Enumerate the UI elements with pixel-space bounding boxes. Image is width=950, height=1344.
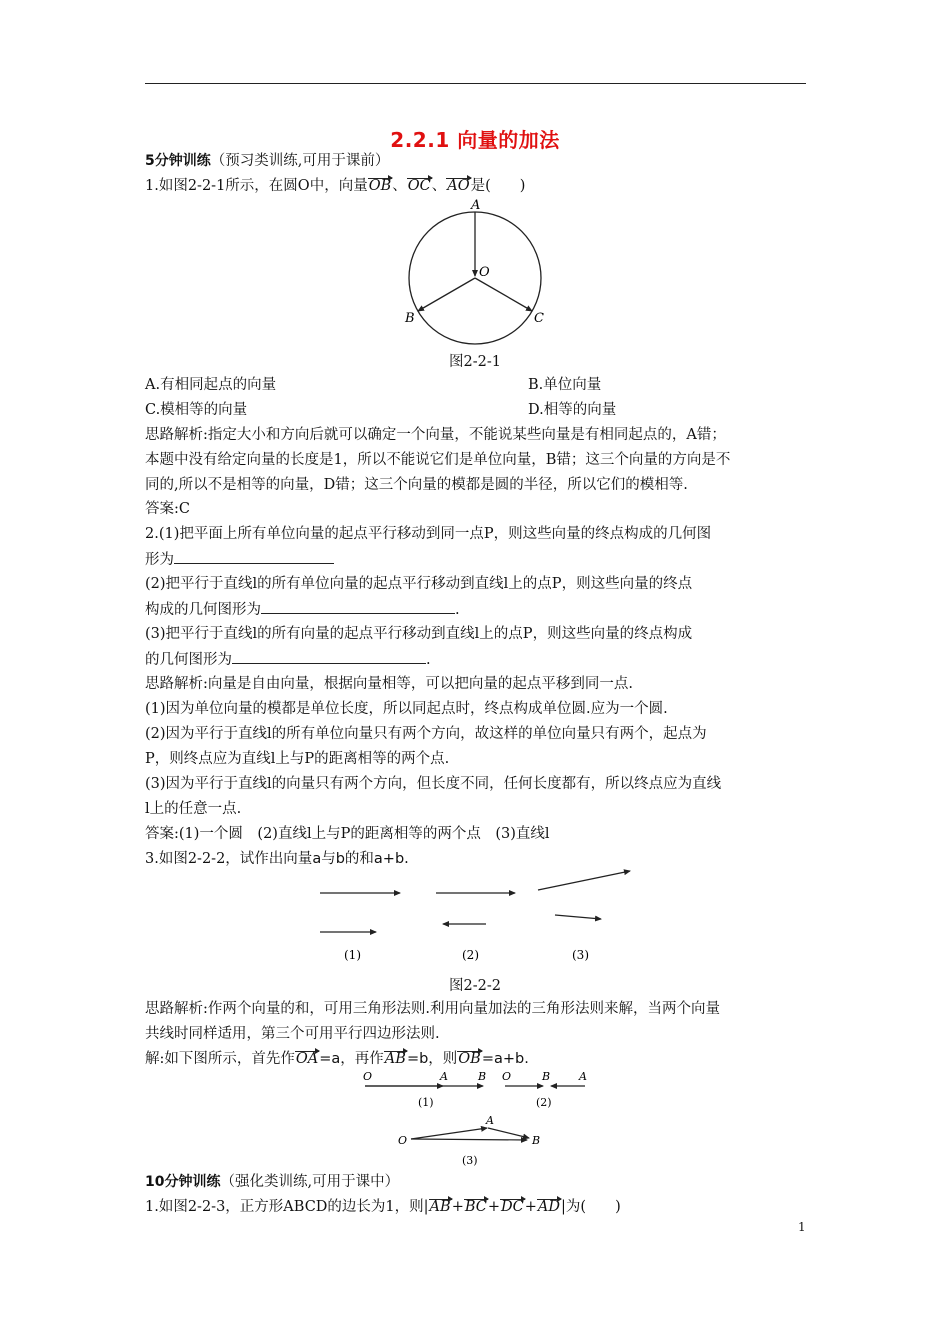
q2-text: 的几何图形为 xyxy=(145,652,232,668)
section-heading xyxy=(145,151,389,171)
q3-text: 的和 xyxy=(344,851,374,867)
vector-sum: a+b xyxy=(373,851,405,867)
plus: + xyxy=(451,1199,464,1215)
plus: + xyxy=(524,1199,537,1215)
analysis-line: (2)因为平行于直线l的所有单位向量只有两个方向，故这样的单位向量只有两个，起点为 xyxy=(145,726,707,742)
label-o: O xyxy=(398,1134,408,1147)
figure-solution xyxy=(355,1066,605,1168)
page-title: 2.2.1 向量的加法 xyxy=(390,128,560,152)
vector-ob: OB xyxy=(458,1051,481,1067)
section-title: 10分钟训练 xyxy=(145,1174,221,1190)
label-o: O xyxy=(363,1070,373,1083)
analysis-line: (3)因为平行于直线l的向量只有两个方向，但长度不同，任何长度都有，所以终点应为直线 xyxy=(145,776,722,792)
figure-caption: 图2-2-2 xyxy=(449,978,501,994)
section-title: 5分钟训练 xyxy=(145,153,211,169)
solution-text: =b，则 xyxy=(406,1051,458,1067)
analysis-line: 同的,所以不是相等的向量，D错；这三个向量的模都是圆的半径，所以它们的模相等. xyxy=(145,477,688,493)
q3-text: 3.如图2-2-2，试作出向量 xyxy=(145,851,313,867)
analysis-line: 共线时同样适用，第三个可用平行四边形法则. xyxy=(145,1026,440,1042)
vector-b-3 xyxy=(555,915,601,919)
header-rule xyxy=(145,83,806,84)
vector-a: a xyxy=(312,851,322,867)
plus: + xyxy=(487,1199,501,1215)
q3-text: 与 xyxy=(321,851,336,867)
period: . xyxy=(404,851,409,867)
label-2: (2) xyxy=(536,1096,552,1109)
label-3: (3) xyxy=(572,948,589,962)
figure-vectors xyxy=(300,862,650,972)
vector-ao: AO xyxy=(447,178,470,194)
answer: 答案:(1)一个圆 (2)直线l上与P的距离相等的两个点 (3)直线l xyxy=(145,826,550,842)
q2-line xyxy=(145,549,334,570)
label-c: C xyxy=(534,311,544,326)
label-a: A xyxy=(486,1114,494,1127)
analysis-line: 思路解析:指定大小和方向后就可以确定一个向量，不能说某些向量是有相同起点的，A错； xyxy=(145,427,726,443)
label-b: B xyxy=(405,311,415,326)
label-b: B xyxy=(532,1134,541,1147)
vector-dc: DC xyxy=(501,1199,524,1215)
analysis-line: (1)因为单位向量的模都是单位长度，所以同起点时，终点构成单位圆.应为一个圆. xyxy=(145,701,668,717)
page-number: 1 xyxy=(798,1220,806,1234)
q4-text: 1.如图2-2-3，正方形ABCD的边长为1，则| xyxy=(145,1199,429,1215)
vector-ab: AB xyxy=(429,1199,451,1215)
figure-circle xyxy=(395,192,555,352)
blank-1 xyxy=(174,549,334,564)
q2-line xyxy=(145,649,431,670)
vector-oc: OC xyxy=(407,178,431,194)
blank-3 xyxy=(232,649,426,664)
vector-bc: BC xyxy=(464,1199,487,1215)
q4-stem xyxy=(145,1197,621,1217)
analysis-line: 本题中没有给定向量的长度是1，所以不能说它们是单位向量，B错；这三个向量的方向是不 xyxy=(145,452,731,468)
q4-tail: |为( ) xyxy=(561,1199,621,1215)
q2-line: 2.(1)把平面上所有单位向量的起点平行移动到同一点P，则这些向量的终点构成的几何图 xyxy=(145,526,712,542)
separator: 、 xyxy=(392,178,407,194)
analysis-line: 思路解析:作两个向量的和，可用三角形法则.利用向量加法的三角形法则来解，当两个向量 xyxy=(145,1001,720,1017)
label-1: (1) xyxy=(344,948,361,962)
separator: 、 xyxy=(431,178,447,194)
period: . xyxy=(426,652,431,668)
section-note: （强化类训练,可用于课中） xyxy=(220,1174,400,1190)
option-b: B.单位向量 xyxy=(528,377,602,393)
label-3: (3) xyxy=(462,1154,478,1167)
vector-oa: OA xyxy=(295,1051,319,1067)
q2-line xyxy=(145,599,460,620)
section-heading xyxy=(145,1172,399,1192)
label-a: A xyxy=(440,1070,448,1083)
q1-tail: 是( ) xyxy=(470,178,526,194)
analysis-line: l上的任意一点. xyxy=(145,801,242,817)
label-b: B xyxy=(478,1070,487,1083)
vector-b: b xyxy=(335,851,345,867)
option-d: D.相等的向量 xyxy=(528,402,617,418)
vector-ad: AD xyxy=(537,1199,561,1215)
blank-2 xyxy=(261,599,455,614)
label-a: A xyxy=(471,198,481,213)
solution-text: =a，再作 xyxy=(319,1051,384,1067)
q2-line: (2)把平行于直线l的所有单位向量的起点平行移动到直线l上的点P，则这些向量的终点 xyxy=(145,576,693,592)
vector-ab: AB xyxy=(384,1051,406,1067)
option-c: C.模相等的向量 xyxy=(145,402,248,418)
analysis-line: P，则终点应为直线l上与P的距离相等的两个点. xyxy=(145,751,450,767)
q1-stem-text: 1.如图2-2-1所示，在圆O中，向量 xyxy=(145,178,368,194)
label-o: O xyxy=(479,265,490,280)
label-2: (2) xyxy=(462,948,479,962)
analysis-line: 思路解析:向量是自由向量，根据向量相等，可以把向量的起点平移到同一点. xyxy=(145,676,633,692)
label-1: (1) xyxy=(418,1096,434,1109)
label-o: O xyxy=(502,1070,512,1083)
option-a: A.有相同起点的向量 xyxy=(145,377,277,393)
vector-oc-arrow xyxy=(475,278,532,311)
answer: 答案:C xyxy=(145,501,190,517)
vector-ob-3 xyxy=(411,1139,527,1140)
label-a: A xyxy=(579,1070,587,1083)
vector-ob-arrow xyxy=(418,278,475,311)
q2-line: (3)把平行于直线l的所有向量的起点平行移动到直线l上的点P，则这些向量的终点构成 xyxy=(145,626,693,642)
q2-text: 构成的几何图形为 xyxy=(145,602,261,618)
vector-ob: OB xyxy=(368,178,392,194)
vector-oa-3 xyxy=(411,1128,487,1139)
vector-ab-3 xyxy=(488,1128,529,1138)
figure-caption: 图2-2-1 xyxy=(449,354,501,370)
period: . xyxy=(455,602,460,618)
solution-text: 解:如下图所示，首先作 xyxy=(145,1051,295,1067)
vector-a-3 xyxy=(538,871,630,890)
q2-text: 形为 xyxy=(145,552,174,568)
section-note: （预习类训练,可用于课前） xyxy=(210,153,390,169)
label-b: B xyxy=(542,1070,551,1083)
solution-text: =a+b. xyxy=(481,1051,529,1067)
